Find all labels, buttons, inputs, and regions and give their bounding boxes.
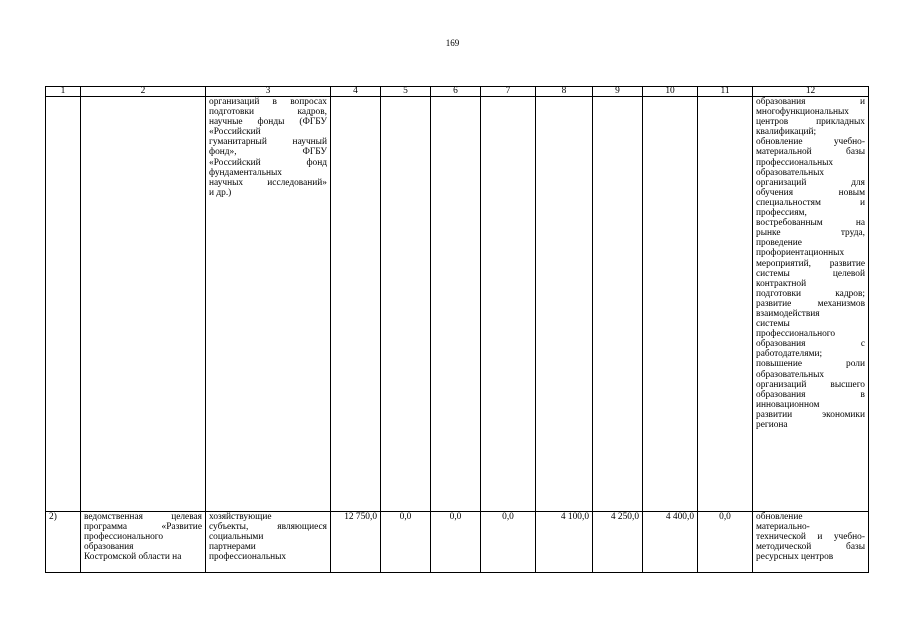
text-line: региона xyxy=(756,420,788,430)
text-line: партнерами xyxy=(209,542,256,553)
text-line: ведомственная целевая xyxy=(84,512,202,522)
cell-value: 0,0 xyxy=(431,512,481,573)
table-row xyxy=(46,97,869,512)
text-line: образования xyxy=(84,542,134,553)
text-line: гуманитарный научный xyxy=(209,137,327,148)
text-line: системы целевой xyxy=(756,268,865,279)
text-line: субъекты, являющиеся xyxy=(209,522,327,533)
text-line: мероприятий, развитие xyxy=(756,258,865,269)
text-line: организаций для xyxy=(756,177,865,188)
text-line: профессиональных xyxy=(209,552,287,563)
text-line: центров прикладных xyxy=(756,117,865,128)
text-line: обучения новым xyxy=(756,187,865,198)
text-line: подготовки кадров; xyxy=(756,288,865,299)
header-cell: 8 xyxy=(536,87,593,97)
header-cell: 12 xyxy=(753,87,869,97)
program-table xyxy=(45,86,869,573)
cell-value: 0,0 xyxy=(381,512,431,573)
cell-value: 0,0 xyxy=(481,512,536,573)
cell-name xyxy=(81,512,206,573)
cell-participants xyxy=(206,512,331,573)
text-line: организаций в вопросах xyxy=(209,97,327,107)
text-line: подготовки кадров, xyxy=(209,107,327,118)
text-line: многофункциональных xyxy=(756,107,849,118)
cell-value: 0,0 xyxy=(698,512,753,573)
text-line: профессионального xyxy=(756,329,836,340)
text-line: взаимодействия xyxy=(756,308,820,319)
text-line: «Российский xyxy=(209,127,261,138)
text-line: профессионального xyxy=(84,532,164,543)
text-line: профессиональных xyxy=(756,157,834,168)
header-cell: 4 xyxy=(331,87,381,97)
cell-participants xyxy=(206,97,331,512)
cell-value xyxy=(698,97,753,512)
cell-name xyxy=(81,97,206,512)
cell-results xyxy=(753,97,869,512)
text-line: социальными xyxy=(209,532,264,543)
header-cell: 10 xyxy=(643,87,698,97)
text-line: Костромской области на xyxy=(84,552,182,563)
cell-value xyxy=(381,97,431,512)
text-line: образовательных xyxy=(756,369,825,380)
header-cell: 11 xyxy=(698,87,753,97)
text-line: фонд», ФГБУ xyxy=(209,147,327,158)
text-line: организаций высшего xyxy=(756,379,865,390)
header-cell: 5 xyxy=(381,87,431,97)
header-cell: 1 xyxy=(46,87,81,97)
text-line: развитие механизмов xyxy=(756,298,865,309)
cell-value: 4 250,0 xyxy=(593,512,643,573)
text-line: материально- xyxy=(756,522,810,533)
text-line: фундаментальных xyxy=(209,167,282,178)
cell-value xyxy=(643,97,698,512)
text-line: рынке труда, xyxy=(756,228,865,239)
header-row xyxy=(46,87,869,97)
text-line: специальностям и xyxy=(756,197,865,208)
text-line: обновление xyxy=(756,512,803,522)
header-cell: 6 xyxy=(431,87,481,97)
text-line: квалификаций; xyxy=(756,127,817,138)
text-line: проведение xyxy=(756,238,802,249)
text-line: «Российский фонд xyxy=(209,157,327,168)
text-line: профориентационных xyxy=(756,248,845,259)
cell-value xyxy=(431,97,481,512)
text-line: развитии экономики xyxy=(756,409,865,420)
page-number: 169 xyxy=(445,38,460,48)
text-line: образования в xyxy=(756,389,865,400)
header-cell: 9 xyxy=(593,87,643,97)
cell-value xyxy=(481,97,536,512)
text-line: программа «Развитие xyxy=(84,522,202,533)
table-row xyxy=(46,512,869,573)
text-line: образования и xyxy=(756,97,865,107)
text-line: хозяйствующие xyxy=(209,512,272,522)
header-cell: 2 xyxy=(81,87,206,97)
text-line: материальной базы xyxy=(756,147,865,158)
cell-number xyxy=(46,97,81,512)
cell-value xyxy=(593,97,643,512)
text-line: образования с xyxy=(756,339,865,350)
text-line: инновационном xyxy=(756,399,820,410)
text-line: востребованным на xyxy=(756,218,865,229)
header-cell: 3 xyxy=(206,87,331,97)
text-line: образовательных xyxy=(756,167,825,178)
cell-number: 2) xyxy=(46,512,81,573)
cell-results xyxy=(753,512,869,573)
cell-value: 4 100,0 xyxy=(536,512,593,573)
text-line: научных исследований» xyxy=(209,177,327,188)
cell-value xyxy=(536,97,593,512)
text-line: контрактной xyxy=(756,278,807,289)
cell-value: 12 750,0 xyxy=(331,512,381,573)
text-line: ресурсных центров xyxy=(756,552,834,563)
text-line: работодателями; xyxy=(756,349,823,360)
text-line: системы xyxy=(756,319,790,330)
text-line: профессиям, xyxy=(756,208,807,219)
cell-value xyxy=(331,97,381,512)
header-cell: 7 xyxy=(481,87,536,97)
text-line: повышение роли xyxy=(756,359,865,370)
text-line: методической базы xyxy=(756,542,865,553)
text-line: научные фонды (ФГБУ xyxy=(209,117,327,128)
text-line: обновление учебно- xyxy=(756,137,865,148)
text-line: технической и учебно- xyxy=(756,532,865,543)
text-line: и др.) xyxy=(209,187,232,198)
cell-value: 4 400,0 xyxy=(643,512,698,573)
